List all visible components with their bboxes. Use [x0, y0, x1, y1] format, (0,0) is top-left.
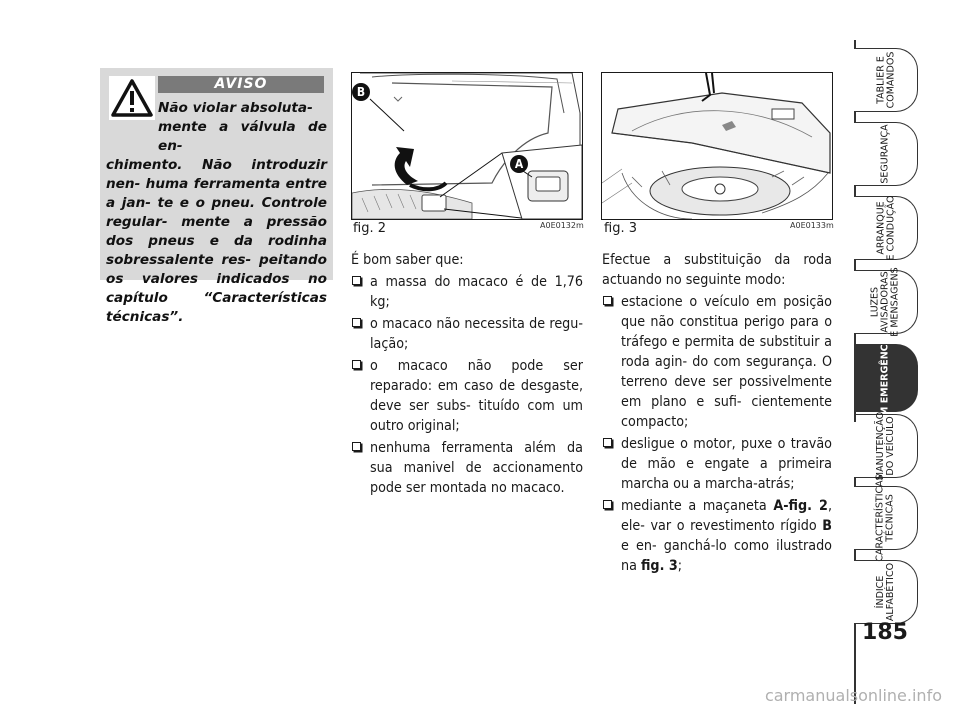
tab-divider-line: [854, 40, 856, 48]
tab-indice-alfabetico[interactable]: ÍNDICE ALFABÉTICO: [875, 562, 896, 622]
tab-divider-line: [854, 186, 856, 196]
figure-3-label: fig. 3: [604, 221, 637, 236]
left-intro: É bom saber que:: [351, 252, 464, 268]
figure-2-label: fig. 2: [353, 221, 386, 236]
checkbox-bullet-icon: [352, 360, 361, 369]
list-item: a massa do macaco é de 1,76 kg;: [351, 272, 583, 312]
checkbox-bullet-icon: [603, 500, 612, 509]
right-column: [602, 250, 832, 576]
marker-b: B: [352, 83, 370, 101]
figure-3-code: A0E0133m: [790, 221, 834, 230]
tab-divider-line: [854, 478, 856, 486]
tab-caracteristicas-tecnicas[interactable]: CARACTERÍSTICAS TÉCNICAS: [875, 474, 897, 562]
checkbox-bullet-icon: [603, 438, 612, 447]
watermark-text: carmanualsonline.info: [764, 686, 942, 705]
marker-a: A: [510, 155, 528, 173]
tab-arranque-e-conducao[interactable]: ARRANQUE E CONDUÇÃO: [875, 195, 897, 261]
figure-2-code: A0E0132m: [540, 221, 584, 230]
figure-3-image: [601, 72, 833, 220]
list-item: mediante a maçaneta A-fig. 2, ele- var o revestimento rígido B e en- ganchá-lo como ilustrado na fig. 3;: [602, 496, 832, 576]
tab-tablier-e-comandos[interactable]: TABLIER E COMANDOS: [875, 51, 896, 109]
list-item: o macaco não necessita de regu- lação;: [351, 314, 583, 354]
warning-text: Não violar absoluta- mente a válvula de en- chimento. Não introduzir nen- huma ferramenta entre a jan- te e o pneu. Controle regular- mente a pressão dos pneus e da rodinha sobressalente res- peitando os valores indicados no capítulo “Características técnicas”.: [106, 100, 327, 325]
figure-2-image: [351, 72, 583, 220]
list-item: desligue o motor, puxe o travão de mão e engate a primeira marcha ou a marcha-atrás;: [602, 434, 832, 494]
tab-em-emergencia[interactable]: EM EMERGÊNCIA: [880, 333, 892, 423]
checkbox-bullet-icon: [352, 276, 361, 285]
warning-box: [100, 68, 333, 325]
tab-seguranca[interactable]: SEGURANÇA: [880, 124, 891, 184]
right-intro: Efectue a substituição da roda actuando no seguinte modo:: [602, 252, 832, 288]
left-column: [351, 250, 583, 498]
tab-divider-line: [854, 334, 856, 344]
checkbox-bullet-icon: [603, 296, 612, 305]
page-number: 185: [862, 620, 908, 645]
tab-divider-line: [854, 260, 856, 270]
tab-divider-line: [854, 112, 856, 122]
checkbox-bullet-icon: [352, 442, 361, 451]
checkbox-bullet-icon: [352, 318, 361, 327]
tab-luzes-avisadoras[interactable]: LUZES AVISADORAS E MENSAGENS: [870, 267, 901, 337]
tab-divider-line: [854, 550, 856, 560]
list-item: estacione o veículo em posição que não constitua perigo para o tráfego e permita de substituir a roda agin- do com segurança. O terreno deve ser possivelmente em plano e sufi- cientemente compacto;: [602, 292, 832, 432]
list-item: nenhuma ferramenta além da sua manivel de accionamento pode ser montada no macaco.: [351, 438, 583, 498]
tab-manutencao-do-veiculo[interactable]: MANUTENÇÃO DO VEÍCULO: [875, 411, 896, 481]
warning-badge: AVISO: [158, 76, 324, 93]
list-item: o macaco não pode ser reparado: em caso de desgaste, deve ser subs- tituído com um outro original;: [351, 356, 583, 436]
